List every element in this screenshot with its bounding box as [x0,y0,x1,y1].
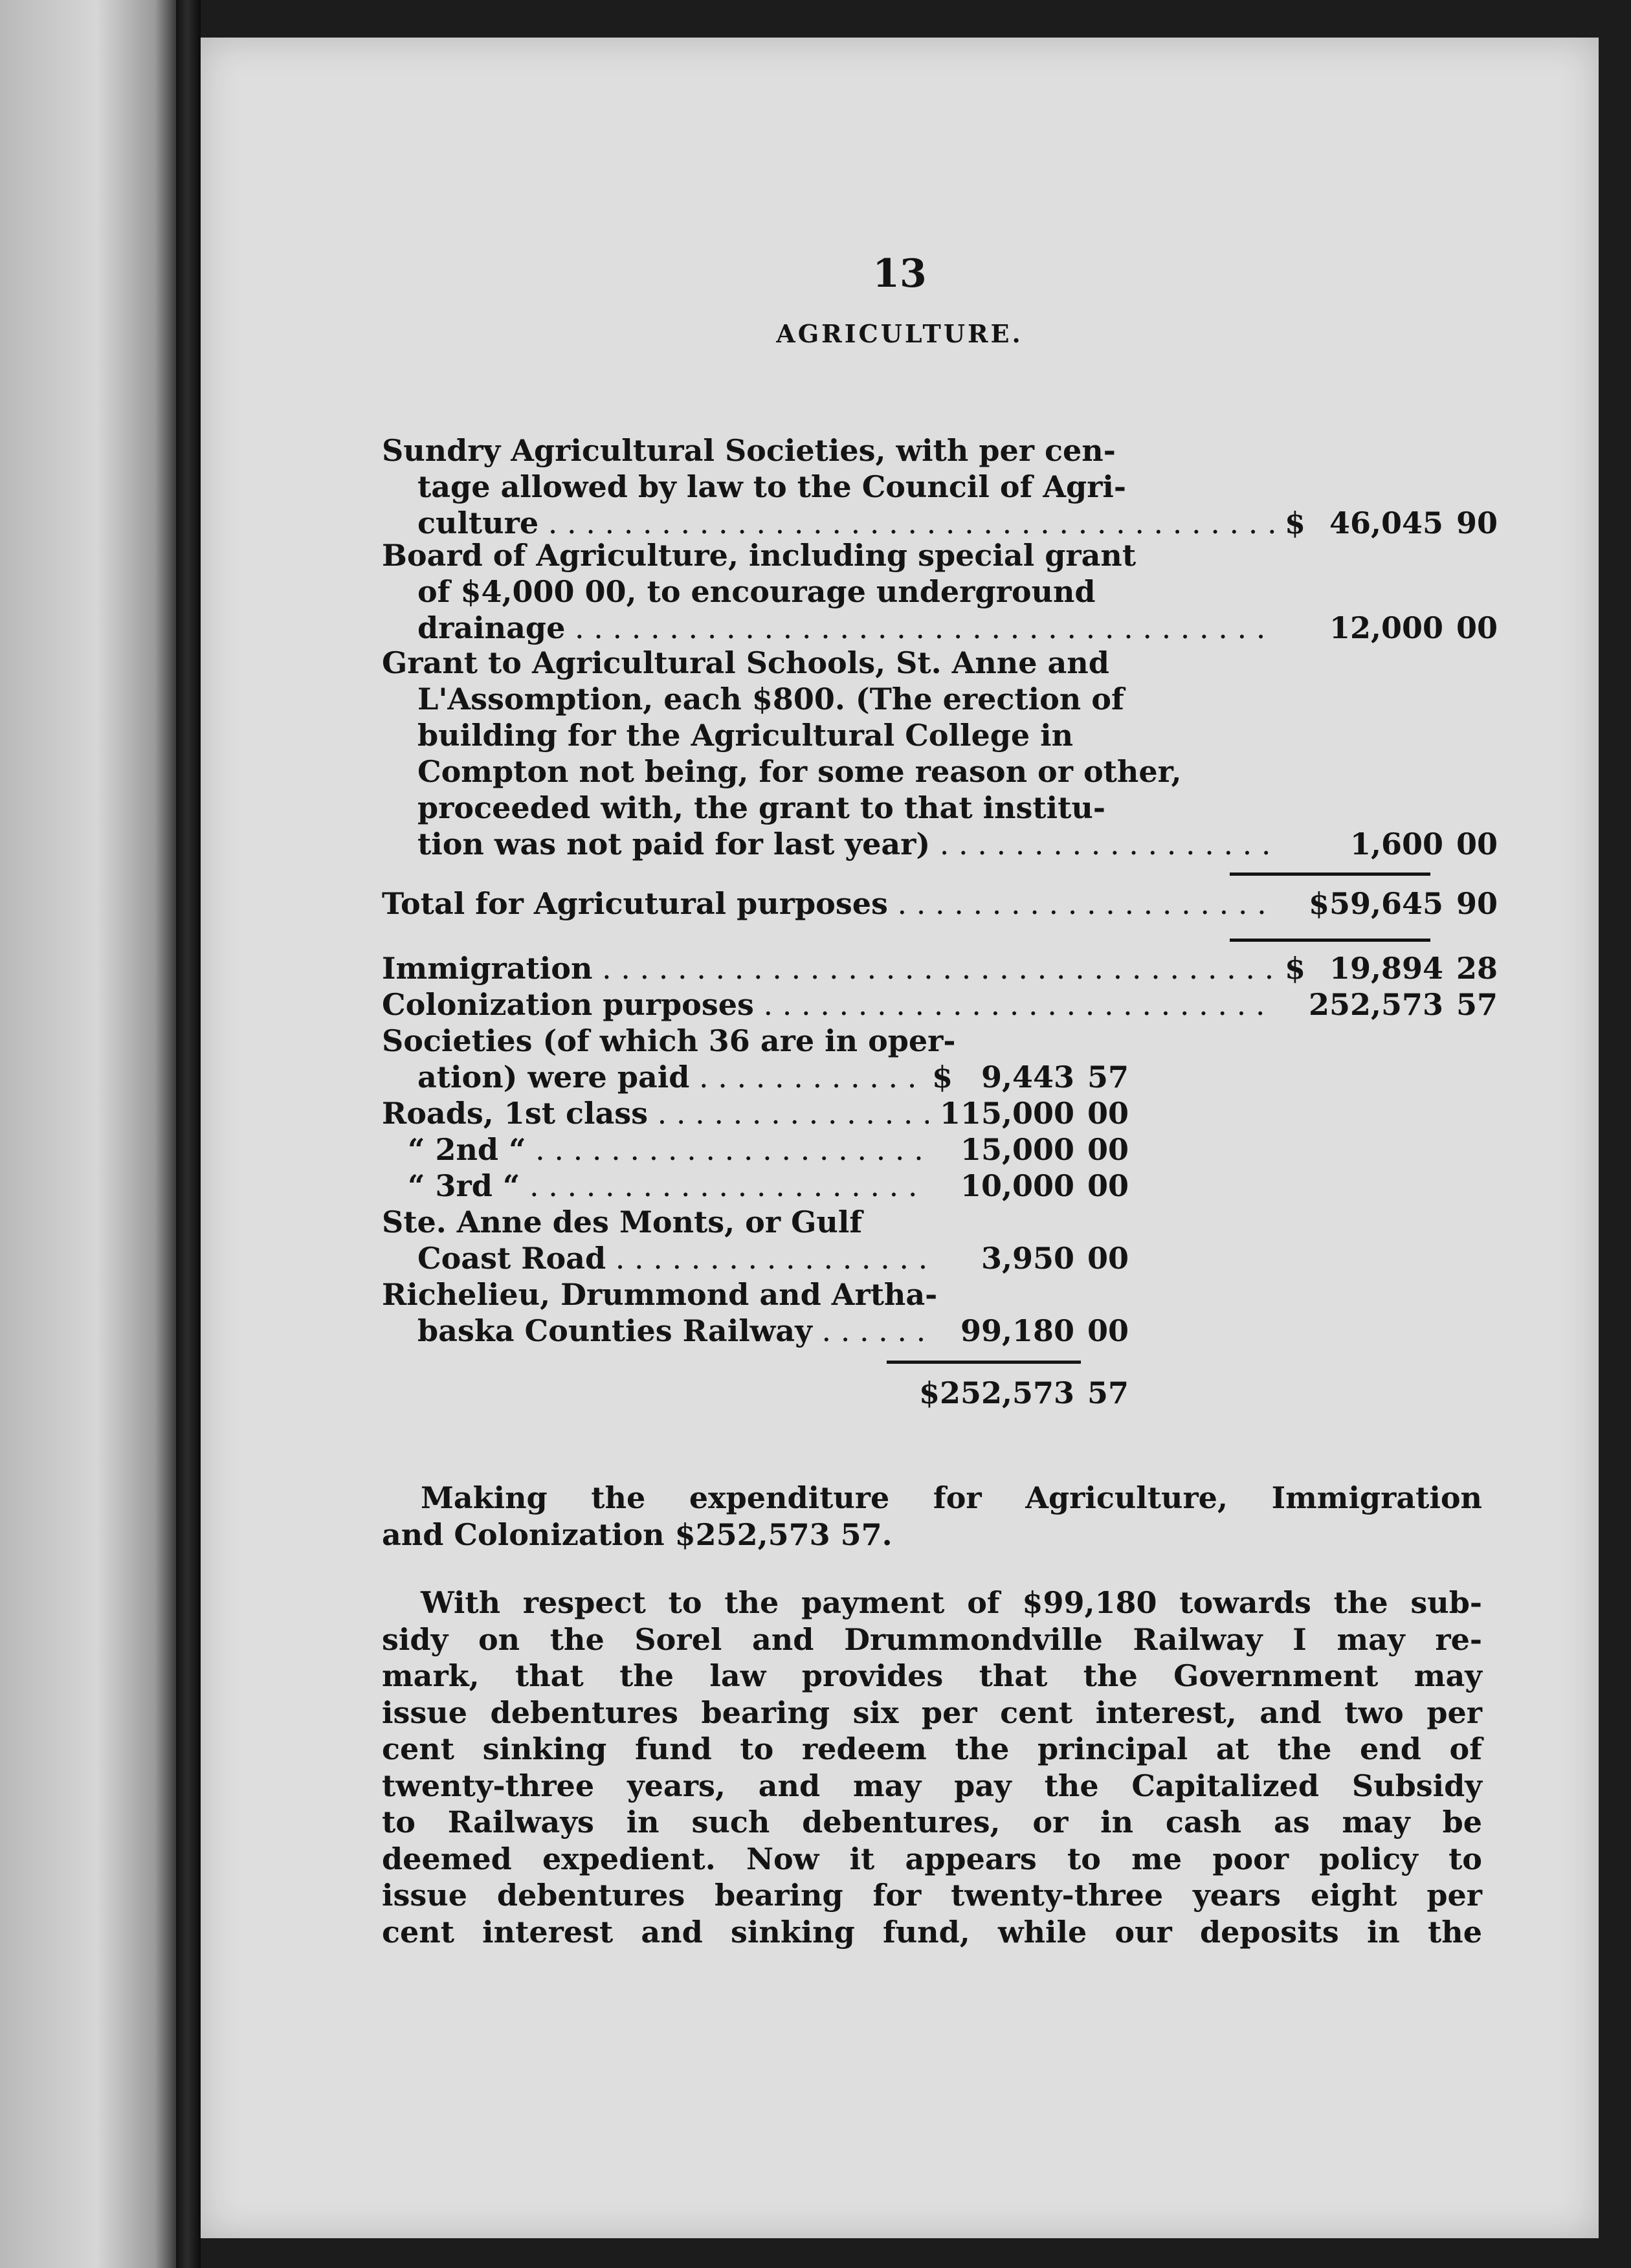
ledger-line [382,505,1498,541]
ledger-line [382,681,1482,717]
entry-text: Compton not being, for some reason or other, [417,754,1182,789]
entry-text: proceeded with, the grant to that institu- [417,790,1105,825]
cents: 57 [1456,987,1498,1022]
cents: 00 [1087,1096,1129,1131]
entry-text: tage allowed by law to the Council of Agri- [417,469,1126,504]
cents: 57 [1087,1060,1129,1095]
cents: 90 [1456,506,1498,540]
entry-text: Roads, 1st class . . . [382,1095,929,1131]
book-spine [176,0,201,2268]
cents: 00 [1087,1241,1129,1276]
entry-text: Societies (of which 36 are in oper- [382,1023,956,1058]
entry-text: Sundry Agricultural Societies, with per cen- [382,433,1116,468]
subtotal-cents: 57 [1087,1375,1129,1410]
document-page [201,38,1599,2238]
ledger-line [382,1240,1482,1276]
ledger-line [382,790,1482,826]
cents: 00 [1087,1132,1129,1167]
paragraph-line: issue debentures bearing for twenty-three years eight per [382,1878,1482,1913]
amount: 99,180 [960,1313,1074,1348]
total-cents: 90 [1456,886,1498,921]
amount: 9,443 [981,1060,1074,1095]
cents: 00 [1456,827,1498,862]
paragraph-line: and Colonization $252,573 57. [382,1517,893,1552]
cents: 00 [1087,1168,1129,1203]
ledger-line [382,1204,1482,1240]
ledger-line [382,826,1498,862]
paragraph-line: cent interest and sinking fund, while our deposits in the [382,1914,1482,1950]
facing-page-edge [0,0,176,2268]
ledger-line [382,986,1498,1023]
entry-text: drainage . . . [417,610,1275,646]
ledger-line [382,610,1498,646]
ledger-line [382,1095,1482,1131]
ledger-line [382,432,1482,469]
amount: 252,573 [1308,987,1443,1022]
subtotal-amount: $252,573 [918,1375,1074,1410]
entry-text: of $4,000 00, to encourage underground [417,574,1096,609]
paragraph [382,1480,1482,1553]
entry-text: Grant to Agricultural Schools, St. Anne and [382,645,1109,680]
ledger-line [382,717,1482,753]
ledger-line [382,1276,1482,1313]
entry-text: Coast Road . . . [417,1240,929,1276]
ledger-line [382,645,1482,681]
entry-text: baska Counties Railway . . . [417,1313,929,1349]
section-title: AGRICULTURE. [776,319,1023,348]
entry-text: Colonization purposes . . . [382,986,1275,1023]
entry-text: Immigration . . . [382,950,1275,986]
cents: 00 [1456,610,1498,645]
amount: 10,000 [960,1168,1074,1203]
total-line [382,885,1498,922]
sum-rule [1230,873,1430,876]
dollar-sign: $ [1285,506,1306,540]
entry-text: “ 3rd “ . . . [408,1168,929,1204]
entry-text: L'Assomption, each $800. (The erection of [417,682,1124,717]
amount: 12,000 [1329,610,1443,645]
paragraph-line: Making the expenditure for Agriculture, Immigration [421,1480,1482,1515]
ledger-line [382,1313,1482,1349]
amount: 1,600 [1349,827,1443,862]
paragraph-line: issue debentures bearing six per cent interest, and two per [382,1695,1482,1730]
sum-rule [887,1361,1081,1364]
paragraph [382,1584,1482,1950]
entry-text: culture . . . [417,505,1275,541]
amount: 15,000 [960,1132,1074,1167]
sum-rule [1230,939,1430,942]
amount: 46,045 [1329,506,1443,540]
ledger-line [382,1059,1482,1095]
dollar-sign: $ [1285,951,1306,986]
ledger-line [382,573,1482,610]
total-label: Total for Agricutural purposes . . . [382,885,1275,922]
paragraph-line: sidy on the Sorel and Drummondville Railway I may re- [382,1621,1482,1657]
paragraph-line: mark, that the law provides that the Government may [382,1658,1482,1693]
ledger-line [382,537,1482,573]
entry-text: Board of Agriculture, including special grant [382,538,1137,573]
ledger-line [382,469,1482,505]
page-number: 13 [872,251,927,296]
ledger-line [382,950,1498,986]
entry-text: Richelieu, Drummond and Artha- [382,1277,938,1312]
amount: 115,000 [939,1096,1074,1131]
cents: 28 [1456,951,1498,986]
amount: 3,950 [981,1241,1074,1276]
entry-text: “ 2nd “ . . . [408,1131,929,1168]
paragraph-line: twenty-three years, and may pay the Capitalized Subsidy [382,1768,1482,1803]
entry-text: building for the Agricultural College in [417,718,1074,753]
ledger-line [382,1168,1482,1204]
entry-text: tion was not paid for last year) . . . [417,826,1275,862]
cents: 00 [1087,1313,1129,1348]
ledger-line [382,1131,1482,1168]
paragraph-line: deemed expedient. Now it appears to me poor policy to [382,1841,1482,1876]
entry-text: ation) were paid . . . [417,1059,929,1095]
dollar-sign: $ [932,1060,953,1095]
amount: 19,894 [1329,951,1443,986]
paragraph-line: With respect to the payment of $99,180 towards the sub- [421,1585,1482,1620]
paragraph-line: cent sinking fund to redeem the principal at the end of [382,1731,1482,1766]
entry-text: Ste. Anne des Monts, or Gulf [382,1205,863,1240]
ledger-line [382,1023,1482,1059]
ledger-line [382,753,1482,790]
paragraph-line: to Railways in such debentures, or in cash as may be [382,1805,1482,1840]
subtotal-line [382,1375,1482,1411]
total-amount: $59,645 [1308,886,1443,921]
